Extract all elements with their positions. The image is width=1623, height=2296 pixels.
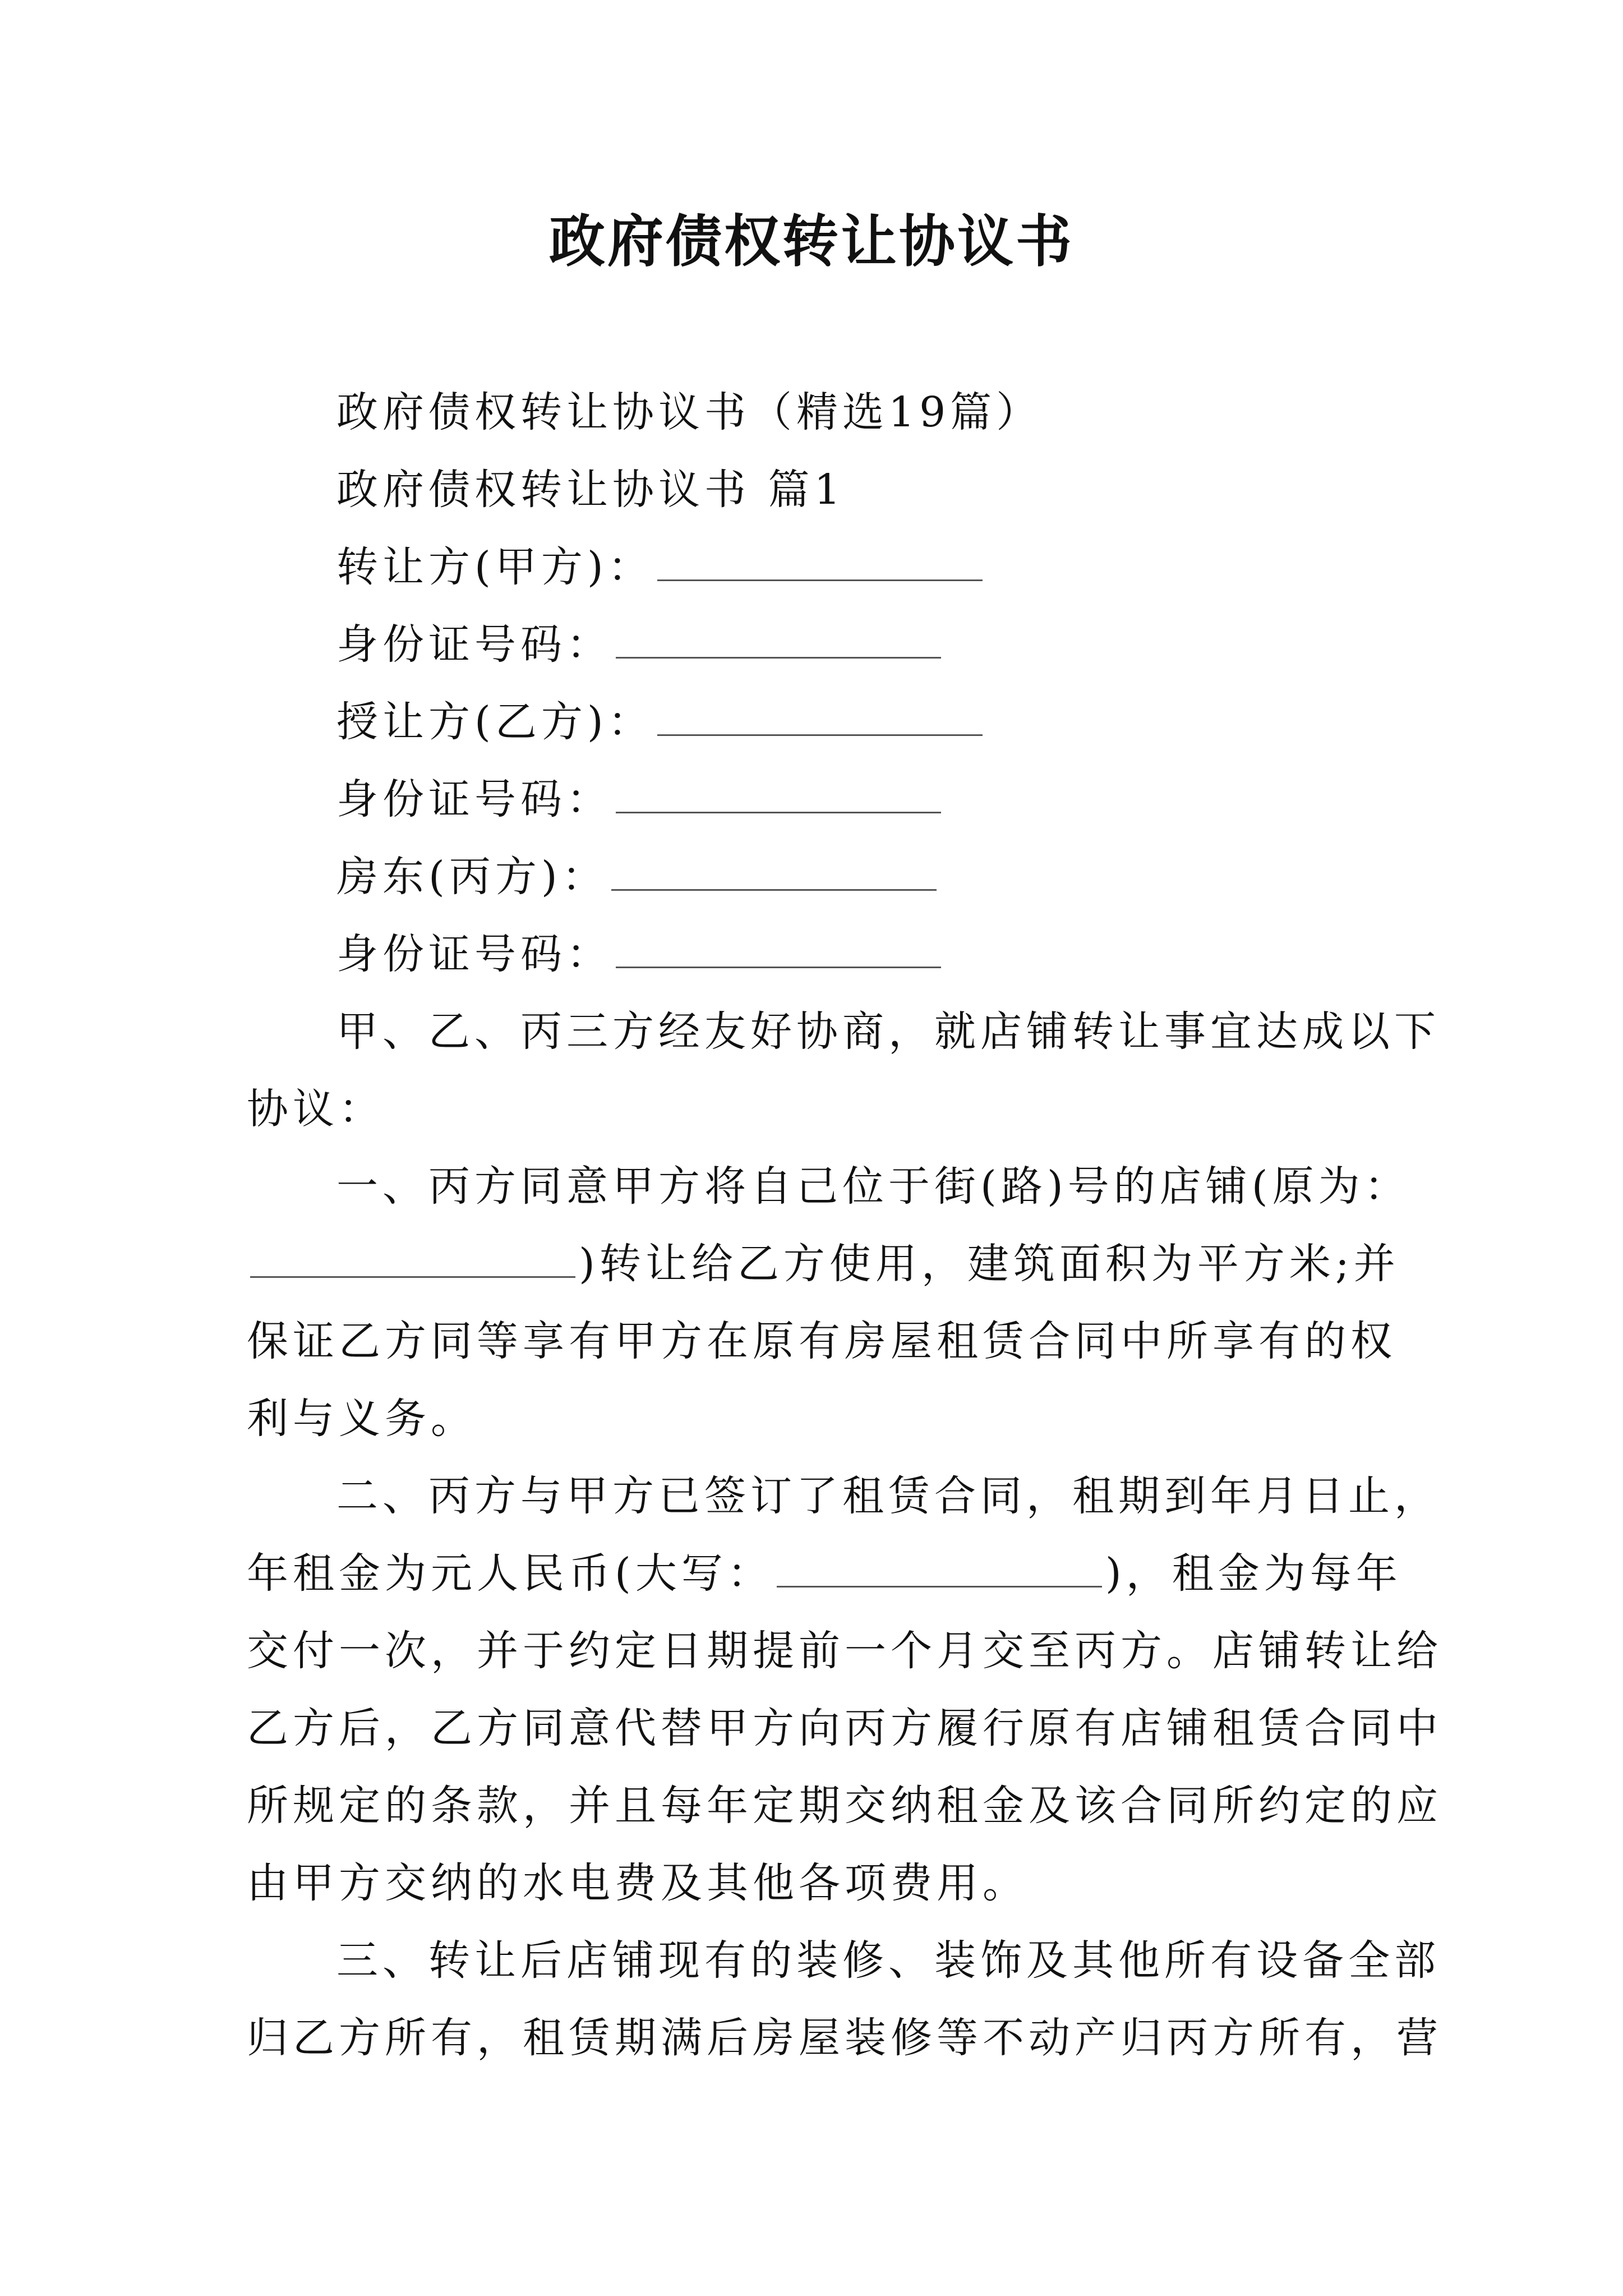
- clause1-line-3: 保证乙方同等享有甲方在原有房屋租赁合同中所享有的权: [247, 1317, 1396, 1365]
- landlord-label: 房东(丙方)：: [336, 853, 608, 901]
- transferee-id-blank: [616, 812, 941, 813]
- clause3-line-1: 三、转让后店铺现有的装修、装饰及其他所有设备全部: [336, 1936, 1440, 1985]
- landlord-id-line: [336, 923, 944, 985]
- clause2-line-4: 乙方后，乙方同意代替甲方向丙方履行原有店铺租赁合同中: [247, 1704, 1442, 1752]
- clause2-line-6: 由甲方交纳的水电费及其他各项费用。: [247, 1859, 1029, 1907]
- transferee-id-label: 身份证号码：: [336, 775, 612, 823]
- document-title: 政府债权转让协议书: [549, 208, 1074, 274]
- clause1-line-2: [247, 1233, 1400, 1295]
- clause2-line-2-start: 年租金为元人民币(大写：: [247, 1549, 773, 1598]
- transferee-line: [336, 691, 986, 753]
- clause3-line-2: 归乙方所有，租赁期满后房屋装修等不动产归丙方所有，营: [247, 2014, 1442, 2062]
- landlord-id-blank: [616, 967, 941, 968]
- clause2-line-3: 交付一次，并于约定日期提前一个月交至丙方。店铺转让给: [247, 1627, 1442, 1675]
- transferee-blank: [657, 734, 983, 736]
- transferor-id-blank: [616, 657, 941, 659]
- clause2-line-1: 二、丙方与甲方已签订了租赁合同，租期到年月日止，: [336, 1472, 1440, 1520]
- clause1-line-1: 一、丙方同意甲方将自己位于街(路)号的店铺(原为：: [336, 1162, 1410, 1211]
- clause1-blank: [250, 1276, 575, 1278]
- transferor-line: [336, 536, 986, 598]
- clause1-line-4: 利与义务。: [247, 1395, 477, 1443]
- clause2-blank: [777, 1586, 1102, 1588]
- transferor-blank: [657, 579, 983, 581]
- landlord-blank: [611, 889, 937, 891]
- intro-line-2: 协议：: [247, 1085, 385, 1133]
- transferee-label: 授让方(乙方)：: [336, 698, 654, 746]
- transferee-id-line: [336, 769, 944, 830]
- document-subtitle: 政府债权转让协议书（精选19篇）: [336, 388, 1043, 436]
- clause1-line-2-text: )转让给乙方使用，建筑面积为平方米;并: [579, 1240, 1400, 1288]
- landlord-line: [336, 846, 940, 908]
- transferor-label: 转让方(甲方)：: [336, 543, 654, 591]
- clause2-line-2-end: )，租金为每年: [1105, 1549, 1402, 1598]
- clause2-line-2: [247, 1543, 1402, 1604]
- section-heading: 政府债权转让协议书 篇1: [336, 466, 845, 514]
- transferor-id-label: 身份证号码：: [336, 620, 612, 669]
- clause2-line-5: 所规定的条款，并且每年定期交纳租金及该合同所约定的应: [247, 1782, 1442, 1830]
- transferor-id-line: [336, 614, 944, 675]
- landlord-id-label: 身份证号码：: [336, 930, 612, 978]
- intro-line-1: 甲、乙、丙三方经友好协商，就店铺转让事宜达成以下: [336, 1007, 1440, 1056]
